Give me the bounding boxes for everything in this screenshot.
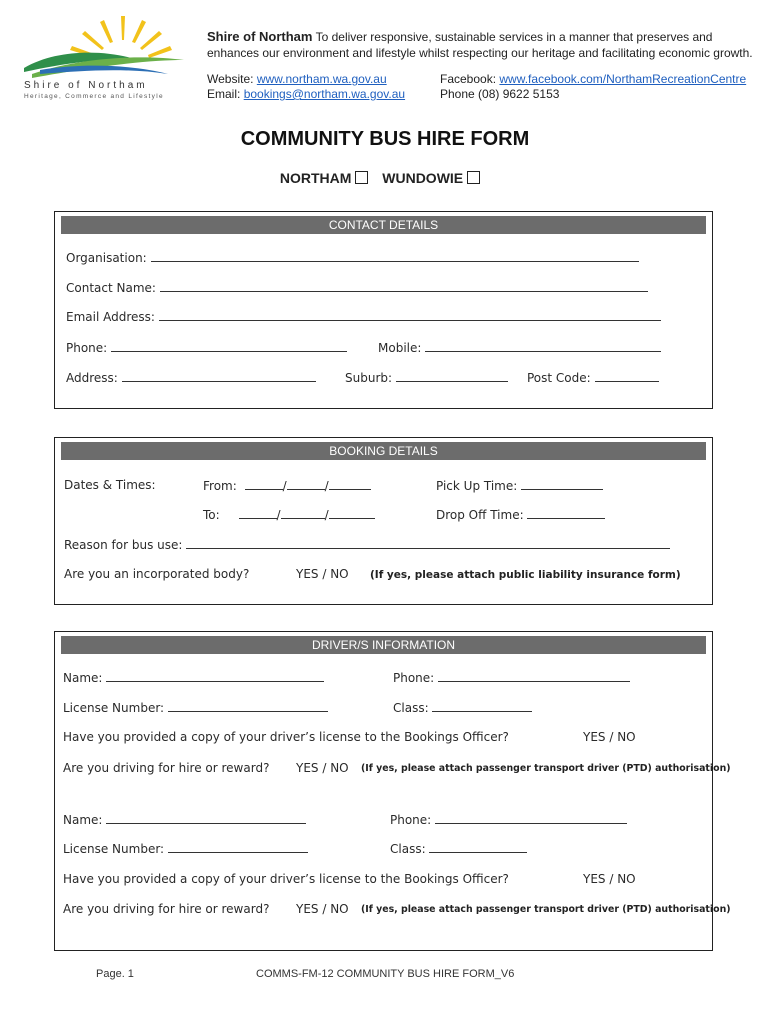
pickup-time-input[interactable]: [521, 478, 603, 490]
page-number: Page. 1: [96, 968, 134, 980]
document-code: COMMS-FM-12 COMMUNITY BUS HIRE FORM_V6: [256, 968, 515, 980]
to-day-input[interactable]: [239, 507, 277, 519]
header-mission-line1: Shire of Northam To deliver responsive, sustainable services in a manner that preserves and: [207, 29, 713, 44]
email-link[interactable]: bookings@northam.wa.gov.au: [243, 87, 406, 101]
location-options: [0, 170, 770, 186]
driver2-copy-question: Have you provided a copy of your driver’s license to the Bookings Officer?: [63, 872, 509, 886]
from-month-input[interactable]: [287, 478, 325, 490]
driver2-class-input[interactable]: [429, 841, 527, 853]
to-year-input[interactable]: [329, 507, 375, 519]
website-line: Website: www.northam.wa.gov.au: [207, 72, 387, 86]
driver1-license-input[interactable]: [168, 700, 328, 712]
reason-input[interactable]: [186, 537, 670, 549]
driver1-hire-note: (If yes, please attach passenger transport driver (PTD) authorisation): [361, 763, 731, 774]
mobile-input[interactable]: [425, 340, 661, 352]
booking-details-section: [54, 437, 713, 605]
driver1-phone-input[interactable]: [438, 670, 630, 682]
header-mission-line2: enhances our environment and lifestyle whilst respecting our heritage and facilitating economic growth.: [207, 46, 753, 60]
booking-details-heading: BOOKING DETAILS: [61, 442, 706, 460]
from-day-input[interactable]: [245, 478, 283, 490]
incorporated-note: (If yes, please attach public liability insurance form): [370, 569, 681, 581]
wundowie-checkbox[interactable]: [467, 171, 480, 184]
driver1-license-field: License Number:: [63, 700, 328, 715]
website-link[interactable]: www.northam.wa.gov.au: [256, 72, 387, 86]
organisation-field: Organisation:: [66, 250, 639, 265]
driver1-name-field: Name:: [63, 670, 324, 685]
email-input[interactable]: [159, 309, 661, 321]
from-year-input[interactable]: [329, 478, 371, 490]
driver1-hire-question: Are you driving for hire or reward?: [63, 761, 270, 775]
dates-times-label: Dates & Times:: [64, 478, 156, 492]
driver1-class-field: Class:: [393, 700, 532, 715]
northam-checkbox[interactable]: [355, 171, 368, 184]
driver1-class-input[interactable]: [432, 700, 532, 712]
reason-field: Reason for bus use:: [64, 537, 670, 552]
contact-name-input[interactable]: [160, 280, 648, 292]
logo-tagline: Heritage, Commerce and Lifestyle: [24, 93, 164, 100]
driver-info-heading: DRIVER/S INFORMATION: [61, 636, 706, 654]
contact-details-section: [54, 211, 713, 409]
organisation-input[interactable]: [151, 250, 639, 262]
email-line: Email: bookings@northam.wa.gov.au: [207, 87, 406, 101]
location-northam-label: NORTHAM: [279, 170, 352, 186]
driver2-name-input[interactable]: [106, 812, 306, 824]
facebook-line: Facebook: www.facebook.com/NorthamRecreationCentre: [440, 72, 747, 86]
driver2-name-field: Name:: [63, 812, 306, 827]
incorporated-yes-no[interactable]: YES / NO: [296, 567, 349, 581]
driver1-hire-yes-no[interactable]: YES / NO: [296, 761, 349, 775]
phone-input[interactable]: [111, 340, 347, 352]
driver1-copy-question: Have you provided a copy of your driver’s license to the Bookings Officer?: [63, 730, 509, 744]
suburb-field: Suburb:: [345, 370, 508, 385]
driver2-class-field: Class:: [390, 841, 527, 856]
driver2-phone-field: Phone:: [390, 812, 627, 827]
address-field: Address:: [66, 370, 316, 385]
contact-name-field: Contact Name:: [66, 280, 648, 295]
driver2-phone-input[interactable]: [435, 812, 627, 824]
org-name: Shire of Northam: [207, 29, 313, 44]
logo-name: Shire of Northam: [24, 80, 148, 91]
address-input[interactable]: [122, 370, 316, 382]
pickup-time-field: Pick Up Time:: [436, 478, 603, 493]
facebook-link[interactable]: www.facebook.com/NorthamRecreationCentre: [499, 72, 747, 86]
driver1-copy-yes-no[interactable]: YES / NO: [583, 730, 636, 744]
phone-field: Phone:: [66, 340, 347, 355]
driver-info-section: [54, 631, 731, 951]
suburb-input[interactable]: [396, 370, 508, 382]
contact-details-heading: CONTACT DETAILS: [61, 216, 706, 234]
dropoff-time-input[interactable]: [527, 507, 605, 519]
driver2-license-field: License Number:: [63, 841, 308, 856]
email-field: Email Address:: [66, 309, 661, 324]
postcode-input[interactable]: [595, 370, 659, 382]
dropoff-time-field: Drop Off Time:: [436, 507, 605, 522]
to-month-input[interactable]: [281, 507, 325, 519]
driver2-copy-yes-no[interactable]: YES / NO: [583, 872, 636, 886]
to-date-field: To: / /: [203, 507, 375, 522]
postcode-field: Post Code:: [527, 370, 659, 385]
driver2-hire-yes-no[interactable]: YES / NO: [296, 902, 349, 916]
from-date-field: From: / /: [203, 478, 371, 493]
driver2-hire-question: Are you driving for hire or reward?: [63, 902, 270, 916]
mobile-field: Mobile:: [378, 340, 661, 355]
driver1-name-input[interactable]: [106, 670, 324, 682]
driver2-hire-note: (If yes, please attach passenger transport driver (PTD) authorisation): [361, 904, 731, 915]
form-title: COMMUNITY BUS HIRE FORM: [240, 128, 530, 150]
driver1-phone-field: Phone:: [393, 670, 630, 685]
location-wundowie-label: WUNDOWIE: [382, 170, 464, 186]
phone-line: Phone (08) 9622 5153: [440, 87, 560, 101]
driver2-license-input[interactable]: [168, 841, 308, 853]
shire-logo: [18, 14, 190, 106]
incorporated-question: Are you an incorporated body?: [64, 567, 250, 581]
